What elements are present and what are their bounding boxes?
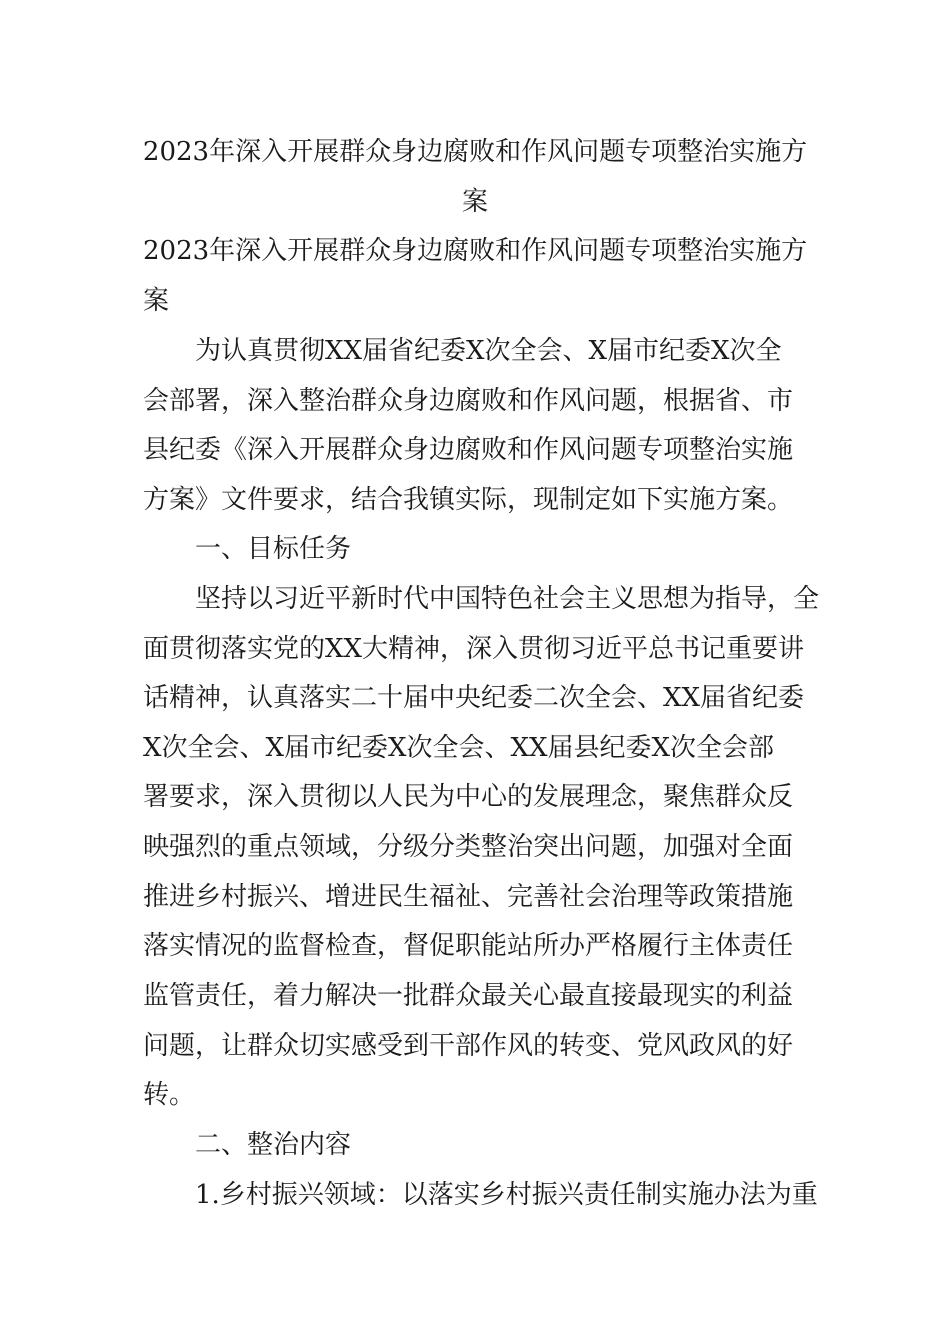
goals-paragraph-line-7: 推进乡村振兴、增进民生福祉、完善社会治理等政策措施 xyxy=(143,882,794,912)
goals-paragraph-line-1: 坚持以习近平新时代中国特色社会主义思想为指导，全 xyxy=(143,584,820,614)
document-title-line-2: 案 xyxy=(461,187,488,217)
document-title-line-1: 2023年深入开展群众身边腐败和作风问题专项整治实施方 xyxy=(142,137,808,167)
intro-paragraph-line-3: 县纪委《深入开展群众身边腐败和作风问题专项整治实施 xyxy=(143,435,794,465)
goals-paragraph-line-2: 面贯彻落实党的XX大精神，深入贯彻习近平总书记重要讲 xyxy=(143,634,805,664)
goals-paragraph-line-5: 署要求，深入贯彻以人民为中心的发展理念，聚焦群众反 xyxy=(143,782,794,812)
goals-paragraph-line-10: 问题，让群众切实感受到干部作风的转变、党风政风的好 xyxy=(143,1031,794,1061)
goals-paragraph-line-8: 落实情况的监督检查，督促职能站所办严格履行主体责任 xyxy=(143,931,794,961)
section-heading-content: 二、整治内容 xyxy=(143,1130,352,1160)
goals-paragraph-line-3: 话精神，认真落实二十届中央纪委二次全会、XX届省纪委 xyxy=(143,683,805,713)
section-heading-goals: 一、目标任务 xyxy=(143,534,352,564)
heading-line-2: 案 xyxy=(143,286,170,316)
intro-paragraph-line-4: 方案》文件要求，结合我镇实际，现制定如下实施方案。 xyxy=(143,485,794,515)
goals-paragraph-line-4: X次全会、X届市纪委X次全会、XX届县纪委X次全会部 xyxy=(143,733,775,763)
goals-paragraph-line-9: 监管责任，着力解决一批群众最关心最直接最现实的利益 xyxy=(143,981,794,1011)
content-item-1-line-1: 1.乡村振兴领域：以落实乡村振兴责任制实施办法为重 xyxy=(143,1180,818,1210)
intro-paragraph-line-1: 为认真贯彻XX届省纪委X次全会、X届市纪委X次全 xyxy=(143,336,782,366)
heading-line-1: 2023年深入开展群众身边腐败和作风问题专项整治实施方 xyxy=(143,236,808,266)
intro-paragraph-line-2: 会部署，深入整治群众身边腐败和作风问题，根据省、市 xyxy=(143,386,794,416)
goals-paragraph-line-6: 映强烈的重点领域，分级分类整治突出问题，加强对全面 xyxy=(143,832,794,862)
goals-paragraph-line-11: 转。 xyxy=(143,1080,196,1110)
